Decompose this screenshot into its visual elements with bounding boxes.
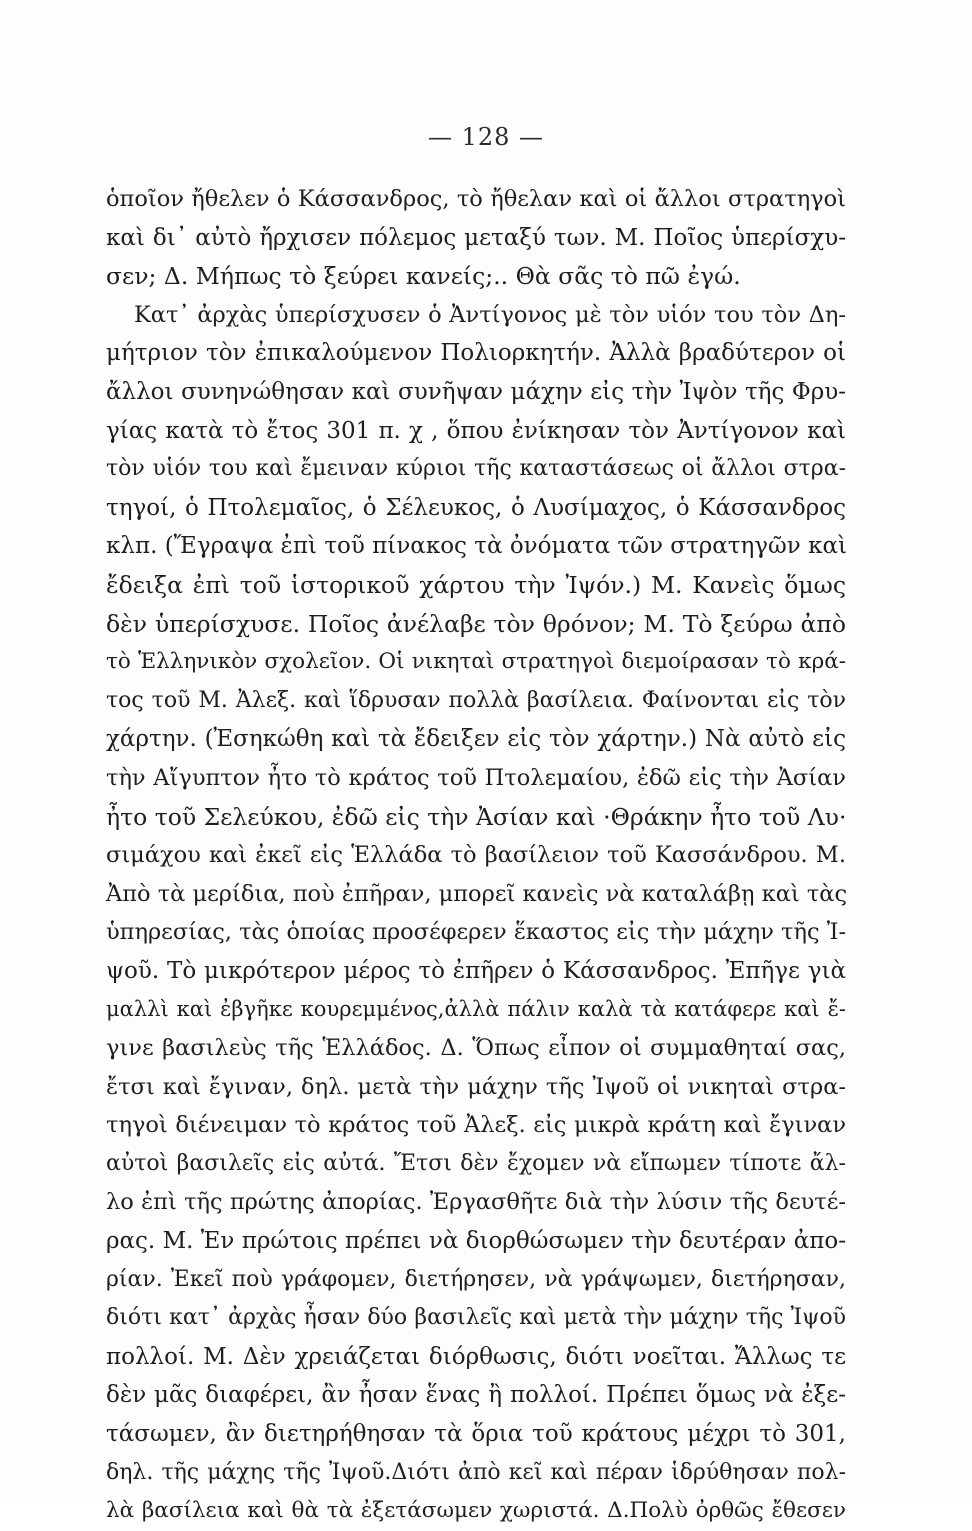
text-line: δὲν μᾶς διαφέρει, ἂν ἦσαν ἕνας ἢ πολλοί. Πρέπει ὅμως νὰ ἐξε- — [106, 1382, 846, 1409]
text-line: γίας κατὰ τὸ ἔτος 301 π. χ , ὅπου ἐνίκησαν τὸν Ἀντίγονον καὶ — [106, 417, 846, 444]
text-line: τὸ Ἑλληνικὸν σχολεῖον. Οἱ νικηταὶ στρατηγοὶ διεμοίρασαν τὸ κρά- — [106, 649, 846, 675]
text-line: ἦτο τοῦ Σελεύκου, ἐδῶ εἰς τὴν Ἀσίαν καὶ ·Θράκην ἦτο τοῦ Λυ· — [106, 802, 847, 831]
text-line: μήτριον τὸν ἐπικαλούμενον Πολιορκητήν. Ἀλλὰ βραδύτερον οἱ — [106, 340, 846, 367]
text-line: ἄλλοι συνηνώθησαν καὶ συνῆψαν μάχην εἰς τὴν Ἰψὸν τῆς Φρυ- — [106, 378, 846, 405]
text-line: τὸν υἱόν του καὶ ἔμειναν κύριοι τῆς καταστάσεως οἱ ἄλλοι στρα- — [106, 456, 846, 482]
text-line: Ἀπὸ τὰ μερίδια, ποὺ ἐπῆραν, μπορεῖ κανεὶς νὰ καταλάβῃ καὶ τὰς — [106, 880, 848, 907]
text-line: κλπ. (Ἔγραψα ἐπὶ τοῦ πίνακος τὰ ὀνόματα τῶν στρατηγῶν καὶ — [106, 533, 848, 560]
page-number: — 128 — — [427, 123, 545, 151]
text-line: Κατ᾽ ἀρχὰς ὑπερίσχυσεν ὁ Ἀντίγονος μὲ τὸν υἱόν του τὸν Δη- — [134, 301, 846, 328]
text-line: δὲν ὑπερίσχυσε. Ποῖος ἀνέλαβε τὸν θρόνον; Μ. Τὸ ξεύρω ἀπὸ — [106, 609, 846, 638]
text-line: ἔδειξα ἐπὶ τοῦ ἱστορικοῦ χάρτου τὴν Ἰψόν.) Μ. Κανεὶς ὅμως — [106, 570, 846, 599]
text-line: πολλοί. Μ. Δὲν χρειάζεται διόρθωσις, διότι νοεῖται. Ἄλλως τε — [106, 1343, 846, 1370]
text-line: γινε βασιλεὺς τῆς Ἑλλάδος. Δ. Ὅπως εἶπον οἱ συμμαθηταί σας, — [106, 1035, 846, 1062]
text-line: ὑπηρεσίας, τὰς ὁποίας προσέφερεν ἕκαστος εἰς τὴν μάχην τῆς Ἰ- — [106, 919, 847, 946]
text-line: σιμάχου καὶ ἐκεῖ εἰς Ἑλλάδα τὸ βασίλειον τοῦ Κασσάνδρου. Μ. — [106, 842, 846, 869]
text-line: διότι κατ᾽ ἀρχὰς ἦσαν δύο βασιλεῖς καὶ μετὰ τὴν μάχην τῆς Ἰψοῦ — [106, 1305, 846, 1331]
text-line: λο ἐπὶ τῆς πρώτης ἀπορίας. Ἐργασθῆτε διὰ τὴν λύσιν τῆς δευτέ- — [106, 1189, 846, 1216]
text-line: χάρτην. (Ἐσηκώθη καὶ τὰ ἔδειξεν εἰς τὸν χάρτην.) Νὰ αὐτὸ εἰς — [106, 726, 846, 753]
text-line: ρίαν. Ἐκεῖ ποὺ γράφομεν, διετήρησεν, νὰ γράψωμεν, διετήρησαν, — [106, 1266, 846, 1292]
text-line: καὶ δι᾽ αὐτὸ ἤρχισεν πόλεμος μεταξύ των. Μ. Ποῖος ὑπερίσχυ- — [106, 224, 846, 251]
text-line: τάσωμεν, ἂν διετηρήθησαν τὰ ὅρια τοῦ κράτους μέχρι τὸ 301, — [106, 1421, 846, 1447]
text-line: ἔτσι καὶ ἔγιναν, δηλ. μετὰ τὴν μάχην τῆς Ἰψοῦ οἱ νικηταὶ στρα- — [106, 1073, 846, 1100]
text-line: μαλλὶ καὶ ἐβγῆκε κουρεμμένος,ἀλλὰ πάλιν καλὰ τὰ κατάφερε καὶ ἔ- — [106, 997, 846, 1022]
text-line: σεν; Δ. Μήπως τὸ ξεύρει κανείς;.. Θὰ σᾶς τὸ πῶ ἐγώ. — [106, 262, 741, 291]
text-line: ρας. Μ. Ἐν πρώτοις πρέπει νὰ διορθώσωμεν τὴν δευτέραν ἀπο- — [106, 1228, 846, 1255]
body-text — [106, 180, 846, 1531]
text-line: λὰ βασίλεια καὶ θὰ τὰ ἐξετάσωμεν χωριστά. Δ.Πολὺ ὀρθῶς ἔθεσεν — [106, 1498, 846, 1524]
text-line: αὐτοὶ βασιλεῖς εἰς αὐτά. Ἔτσι δὲν ἔχομεν νὰ εἴπωμεν τίποτε ἄλ- — [106, 1150, 846, 1176]
text-line: δηλ. τῆς μάχης τῆς Ἰψοῦ.Διότι ἀπὸ κεῖ καὶ πέραν ἱδρύθησαν πολ- — [106, 1459, 846, 1485]
text-line: τηγοὶ διένειμαν τὸ κράτος τοῦ Ἀλεξ. εἰς μικρὰ κράτη καὶ ἔγιναν — [106, 1112, 846, 1139]
text-line: τὴν Αἴγυπτον ἦτο τὸ κράτος τοῦ Πτολεμαίου, ἐδῶ εἰς τὴν Ἀσίαν — [106, 764, 846, 791]
text-line: τος τοῦ Μ. Ἀλεξ. καὶ ἵδρυσαν πολλὰ βασίλεια. Φαίνονται εἰς τὸν — [106, 687, 846, 713]
text-line: ψοῦ. Τὸ μικρότερον μέρος τὸ ἐπῆρεν ὁ Κάσσανδρος. Ἐπῆγε γιὰ — [106, 957, 846, 984]
text-line: τηγοί, ὁ Πτολεμαῖος, ὁ Σέλευκος, ὁ Λυσίμαχος, ὁ Κάσσανδρος — [106, 494, 846, 521]
text-line: ὁποῖον ἤθελεν ὁ Κάσσανδρος, τὸ ἤθελαν καὶ οἱ ἄλλοι στρατηγοὶ — [106, 186, 846, 212]
